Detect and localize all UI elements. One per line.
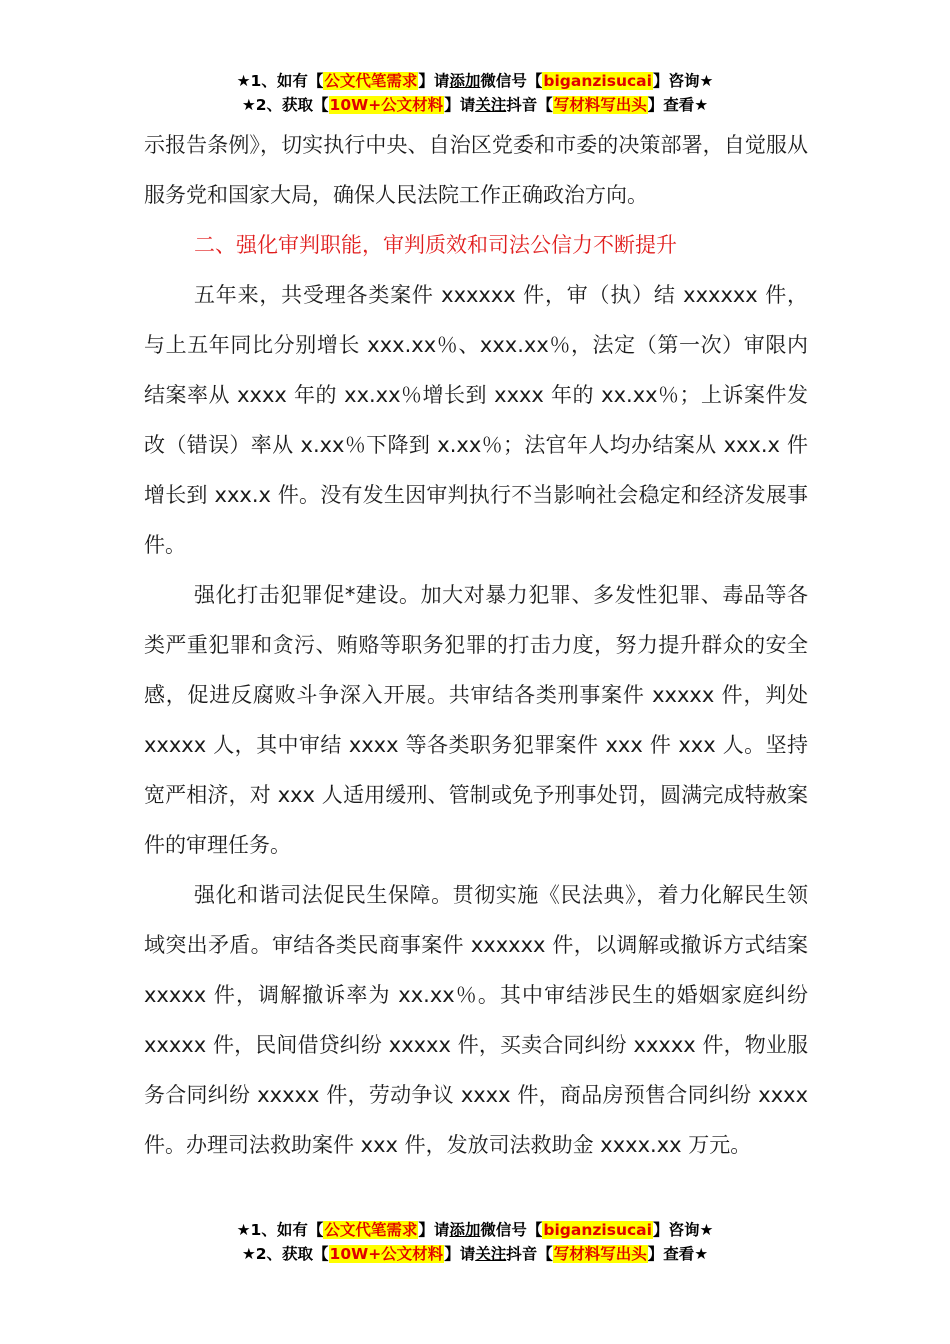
banner-text: ★2、获取【 (241, 96, 329, 114)
footer-banner-line-2 (0, 1243, 950, 1265)
banner-text: 】查看★ (647, 1245, 709, 1263)
banner-text: 】咨询★ (652, 1221, 714, 1239)
paragraph-criminal: 强化打击犯罪促*建设。加大对暴力犯罪、多发性犯罪、毒品等各类严重犯罪和贪污、贿赂等职务犯罪的打击力度，努力提升群众的安全感，促进反腐败斗争深入开展。共审结各类刑事案件 xxxxx 件，判处 xxxxx 人，其中审结 xxxx 等各类职务犯罪案件 xxx 件 xxx 人。坚持宽严相济，对 xxx 人适用缓刑、管制或免予刑事处罚，圆满完成特赦案件的审理任务。 (144, 583, 808, 857)
banner-underline: 添加 (449, 72, 481, 90)
banner-text: 抖音【 (506, 1245, 553, 1263)
banner-text: 】查看★ (647, 96, 709, 114)
banner-highlight: biganzisucai (543, 1221, 652, 1239)
banner-highlight: 10W+公文材料 (329, 96, 444, 114)
banner-text: 抖音【 (506, 96, 553, 114)
banner-text: 】咨询★ (652, 72, 714, 90)
banner-underline: 关注 (475, 1245, 507, 1263)
banner-highlight: 公文代笔需求 (324, 1221, 418, 1239)
banner-text: 微信号【 (480, 1221, 543, 1239)
banner-underline: 关注 (475, 96, 507, 114)
banner-text: 】请 (444, 96, 476, 114)
header-banner-line-1 (0, 70, 950, 92)
footer-banner-line-1 (0, 1219, 950, 1241)
document-body (144, 120, 808, 1170)
banner-text: 】请 (418, 1221, 450, 1239)
paragraph-overview: 五年来，共受理各类案件 xxxxxx 件，审（执）结 xxxxxx 件，与上五年同比分别增长 xxx.xx％、xxx.xx％，法定（第一次）审限内结案率从 xxxx 年的 xx.xx％增长到 xxxx 年的 xx.xx％；上诉案件发改（错误）率从 x.xx％下降到 x.xx％；法官年人均办结案从 xxx.x 件增长到 xxx.x 件。没有发生因审判执行不当影响社会稳定和经济发展事件。 (144, 283, 808, 557)
paragraph-civil: 强化和谐司法促民生保障。贯彻实施《民法典》，着力化解民生领域突出矛盾。审结各类民商事案件 xxxxxx 件，以调解或撤诉方式结案 xxxxx 件，调解撤诉率为 xx.xx％。其中审结涉民生的婚姻家庭纠纷 xxxxx 件，民间借贷纠纷 xxxxx 件，买卖合同纠纷 xxxxx 件，物业服务合同纠纷 xxxxx 件，劳动争议 xxxx 件，商品房预售合同纠纷 xxxx 件。办理司法救助案件 xxx 件，发放司法救助金 xxxx.xx 万元。 (144, 883, 808, 1157)
banner-text: ★1、如有【 (236, 72, 324, 90)
banner-text: 微信号【 (480, 72, 543, 90)
paragraph-continuation: 示报告条例》，切实执行中央、自治区党委和市委的决策部署，自觉服从服务党和国家大局，确保人民法院工作正确政治方向。 (144, 133, 808, 207)
banner-highlight: 10W+公文材料 (329, 1245, 444, 1263)
banner-text: 】请 (418, 72, 450, 90)
banner-text: 】请 (444, 1245, 476, 1263)
section-heading: 二、强化审判职能，审判质效和司法公信力不断提升 (194, 233, 677, 257)
header-banner-line-2 (0, 94, 950, 116)
banner-highlight: 写材料写出头 (553, 1245, 647, 1263)
banner-highlight: 写材料写出头 (553, 96, 647, 114)
banner-text: ★2、获取【 (241, 1245, 329, 1263)
banner-text: ★1、如有【 (236, 1221, 324, 1239)
banner-highlight: 公文代笔需求 (324, 72, 418, 90)
banner-highlight: biganzisucai (543, 72, 652, 90)
banner-underline: 添加 (449, 1221, 481, 1239)
